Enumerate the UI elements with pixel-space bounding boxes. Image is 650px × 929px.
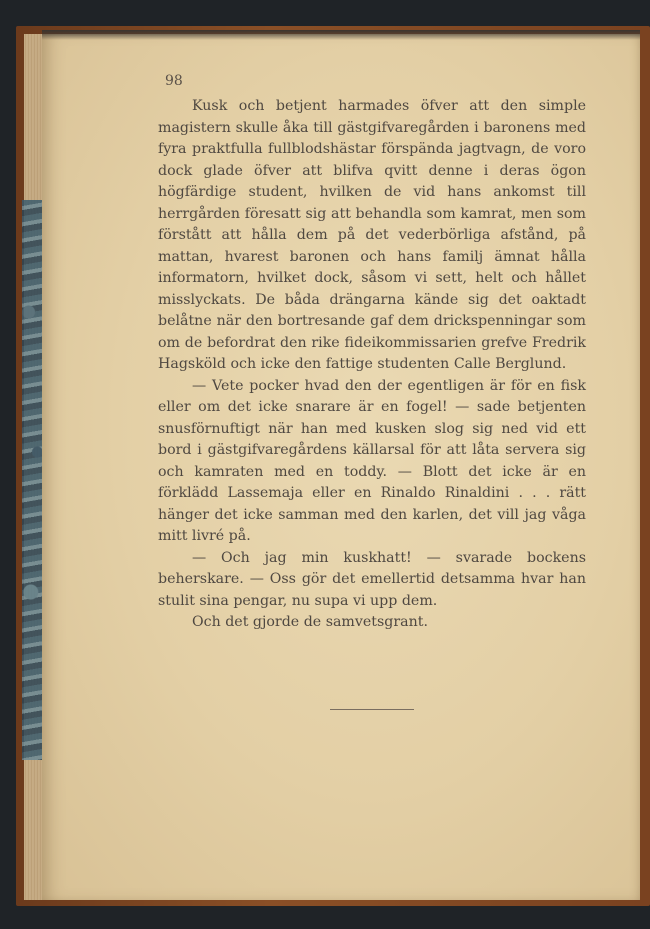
- end-rule: [330, 709, 414, 710]
- paragraph: — Och jag min kuskhatt! — svarade bockens beherskare. — Oss gör det emellertid detsamma hvar han stulit sina pengar, nu supa vi upp dem.: [158, 549, 586, 609]
- page-top-shadow: [42, 30, 640, 40]
- paragraph: — Vete pocker hvad den der egentligen är för en fisk eller om det icke snarare är en fogel! — sade betjenten snusförnuftigt när han med kusken slog sig ned vid ett bord i gästgifvaregårdens källarsal för att låta servera sig och kamraten med en toddy. — Blott det icke är en förklädd Lassemaja eller en Rinaldo Rinaldini . . . rätt hänger det icke samman med den karlen, det vill jag våga mitt livré på.: [158, 377, 586, 544]
- marbled-endpaper: [22, 200, 44, 760]
- page-number: 98: [165, 73, 183, 89]
- paragraph: Och det gjorde de samvetsgrant.: [192, 614, 428, 630]
- paragraph: Kusk och betjent harmades öfver att den simple magistern skulle åka till gästgifvaregården i baronens med fyra praktfulla fullblodshästar förspända jagtvagn, de voro dock glade öfver att blifva qvitt denne i deras ögon högfärdige student, hvilken de vid hans ankomst till herrgården föresatt sig att behandla som kamrat, men som förstått att hålla dem på det vederbörliga afstånd, på mattan, hvarest baronen och hans familj ämnat hålla informatorn, hvilket dock, såsom vi sett, helt och hållet misslyckats. De båda drängarna kände sig det oaktadt belåtne när den bortresande gaf dem drickspenningar som om de befordrat den rike fideikommissarien grefve Fredrik Hagsköld och icke den fattige studenten Calle Berglund.: [158, 98, 586, 372]
- body-text: [158, 96, 586, 634]
